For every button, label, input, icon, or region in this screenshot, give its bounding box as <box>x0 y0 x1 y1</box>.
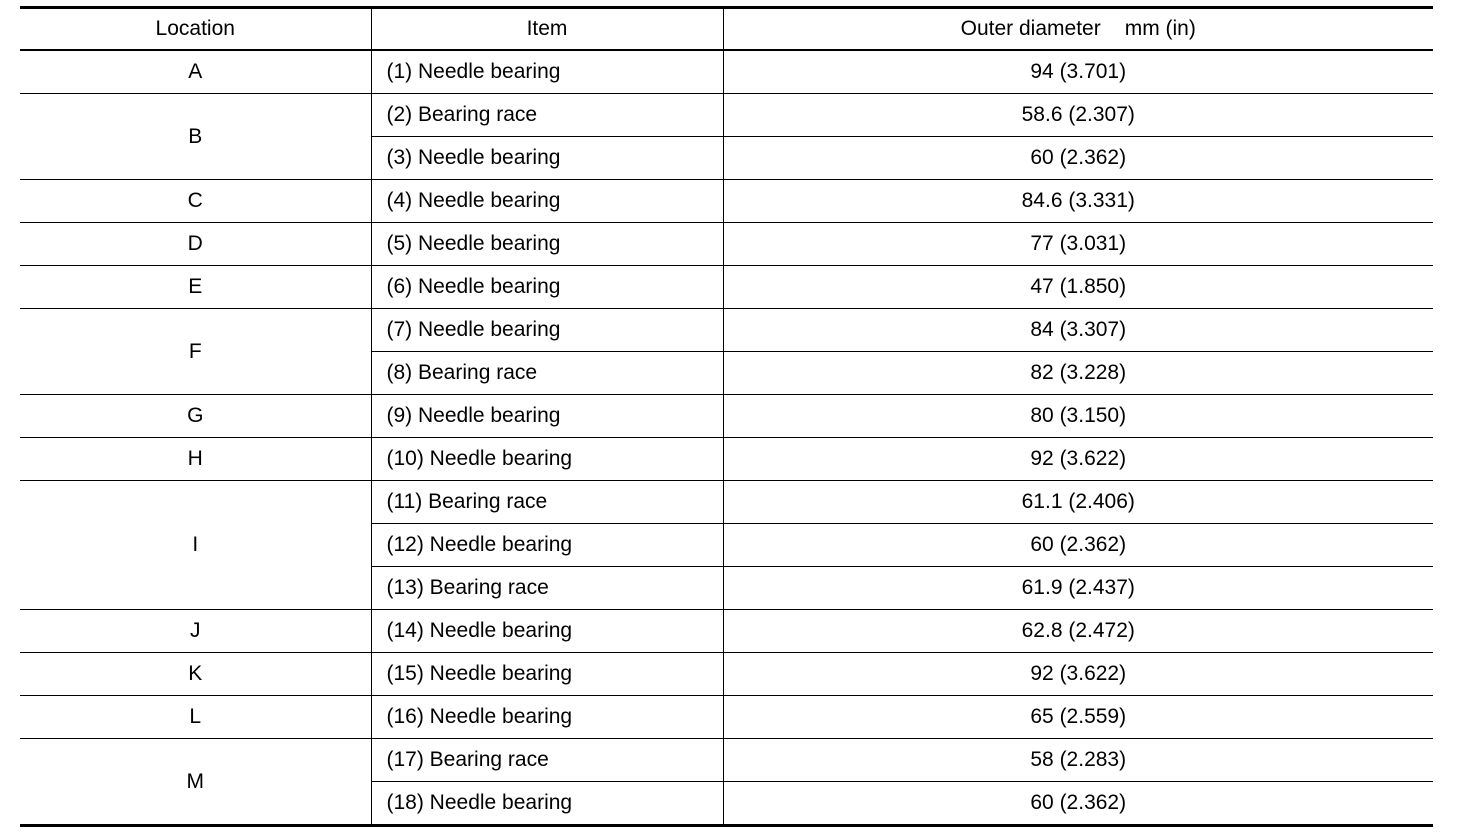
location-cell: J <box>20 610 371 653</box>
table-row <box>20 438 1433 481</box>
item-cell: (18) Needle bearing <box>371 782 723 826</box>
outer-diameter-cell: 61.9 (2.437) <box>723 567 1433 610</box>
table-row <box>20 395 1433 438</box>
outer-diameter-cell: 84.6 (3.331) <box>723 180 1433 223</box>
outer-diameter-cell: 82 (3.228) <box>723 352 1433 395</box>
location-cell: M <box>20 739 371 826</box>
table-row <box>20 266 1433 309</box>
location-cell: B <box>20 94 371 180</box>
item-cell: (15) Needle bearing <box>371 653 723 696</box>
location-cell: F <box>20 309 371 395</box>
unit-label: mm (in) <box>1124 17 1196 40</box>
item-cell: (8) Bearing race <box>371 352 723 395</box>
item-cell: (9) Needle bearing <box>371 395 723 438</box>
item-cell: (14) Needle bearing <box>371 610 723 653</box>
location-cell: C <box>20 180 371 223</box>
location-cell: L <box>20 696 371 739</box>
table-row <box>20 481 1433 524</box>
item-cell: (12) Needle bearing <box>371 524 723 567</box>
outer-diameter-cell: 92 (3.622) <box>723 438 1433 481</box>
table-row <box>20 94 1433 137</box>
outer-diameter-cell: 92 (3.622) <box>723 653 1433 696</box>
outer-diameter-cell: 77 (3.031) <box>723 223 1433 266</box>
outer-diameter-label: Outer diameter <box>960 17 1101 40</box>
item-cell: (1) Needle bearing <box>371 50 723 94</box>
item-cell: (5) Needle bearing <box>371 223 723 266</box>
header-row <box>20 8 1433 51</box>
bearing-diameter-table <box>20 6 1433 827</box>
location-cell: A <box>20 50 371 94</box>
outer-diameter-cell: 60 (2.362) <box>723 524 1433 567</box>
table-row <box>20 223 1433 266</box>
item-cell: (10) Needle bearing <box>371 438 723 481</box>
item-cell: (16) Needle bearing <box>371 696 723 739</box>
item-cell: (3) Needle bearing <box>371 137 723 180</box>
table-row <box>20 180 1433 223</box>
table-header <box>20 8 1433 51</box>
outer-diameter-cell: 60 (2.362) <box>723 137 1433 180</box>
item-cell: (17) Bearing race <box>371 739 723 782</box>
outer-diameter-cell: 84 (3.307) <box>723 309 1433 352</box>
outer-diameter-cell: 60 (2.362) <box>723 782 1433 826</box>
table-row <box>20 696 1433 739</box>
table-row <box>20 50 1433 94</box>
outer-diameter-cell: 80 (3.150) <box>723 395 1433 438</box>
item-cell: (6) Needle bearing <box>371 266 723 309</box>
outer-diameter-cell: 58.6 (2.307) <box>723 94 1433 137</box>
table-row <box>20 610 1433 653</box>
item-cell: (2) Bearing race <box>371 94 723 137</box>
location-cell: G <box>20 395 371 438</box>
outer-diameter-cell: 58 (2.283) <box>723 739 1433 782</box>
outer-diameter-cell: 94 (3.701) <box>723 50 1433 94</box>
location-cell: E <box>20 266 371 309</box>
outer-diameter-cell: 47 (1.850) <box>723 266 1433 309</box>
item-cell: (7) Needle bearing <box>371 309 723 352</box>
location-cell: D <box>20 223 371 266</box>
table-body <box>20 50 1433 826</box>
location-cell: K <box>20 653 371 696</box>
location-cell: I <box>20 481 371 610</box>
item-cell: (4) Needle bearing <box>371 180 723 223</box>
outer-diameter-header <box>723 8 1433 51</box>
outer-diameter-cell: 61.1 (2.406) <box>723 481 1433 524</box>
item-cell: (11) Bearing race <box>371 481 723 524</box>
location-header: Location <box>20 8 371 51</box>
outer-diameter-cell: 62.8 (2.472) <box>723 610 1433 653</box>
item-cell: (13) Bearing race <box>371 567 723 610</box>
table-row <box>20 309 1433 352</box>
location-cell: H <box>20 438 371 481</box>
table-row <box>20 653 1433 696</box>
outer-diameter-cell: 65 (2.559) <box>723 696 1433 739</box>
table-row <box>20 739 1433 782</box>
item-header: Item <box>371 8 723 51</box>
